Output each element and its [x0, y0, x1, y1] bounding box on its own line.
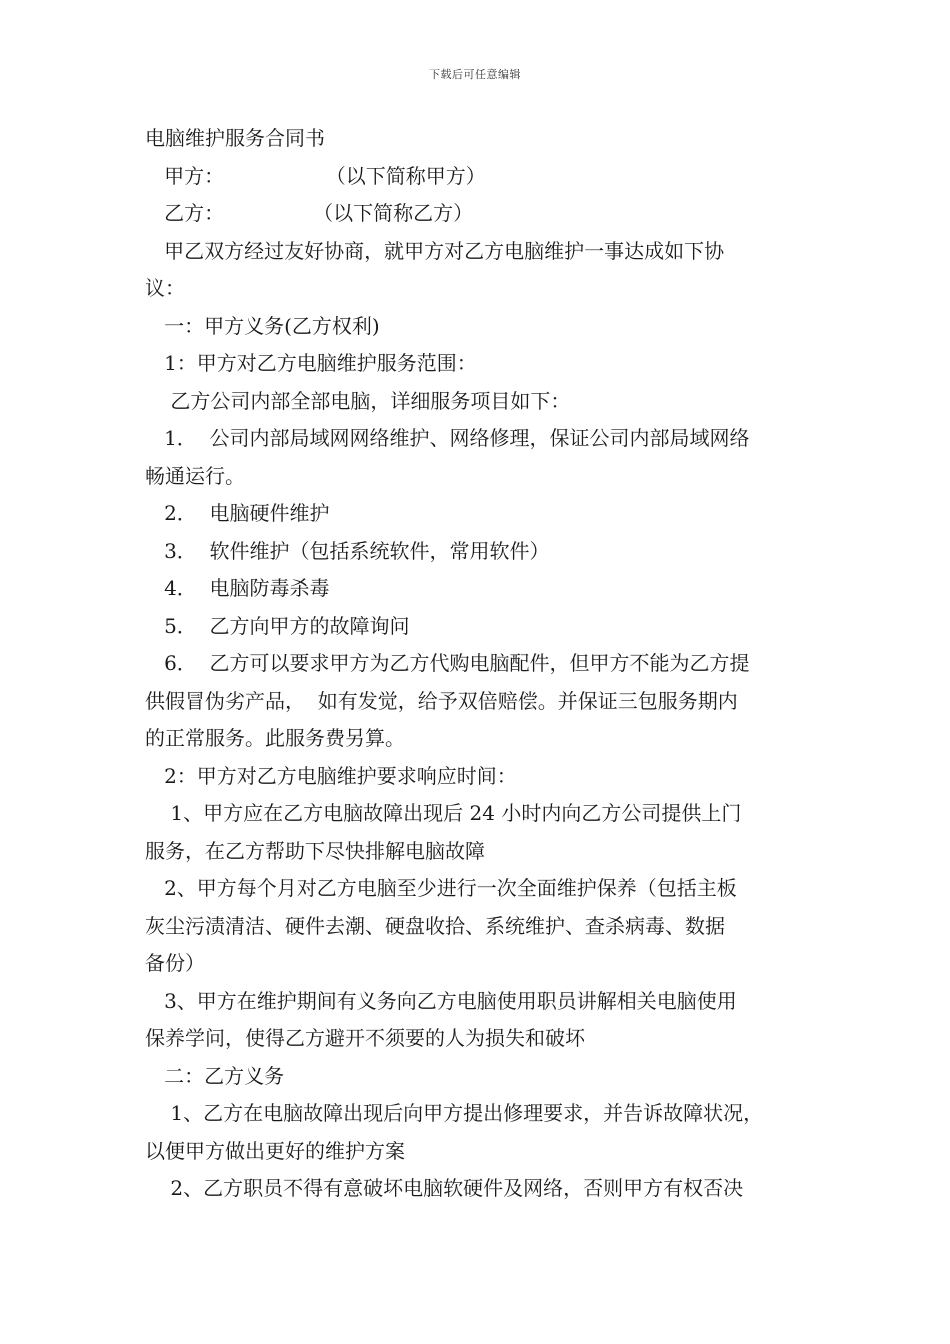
- party-b-line: 乙方： （以下简称乙方）: [145, 201, 474, 225]
- section-heading: 一：甲方义务(乙方权利): [145, 313, 380, 338]
- list-item-continuation: 以便甲方做出更好的维护方案: [145, 1138, 405, 1163]
- paragraph-line: 甲乙双方经过友好协商，就甲方对乙方电脑维护一事达成如下协: [145, 238, 725, 263]
- party-a-line: 甲方： （以下简称甲方）: [145, 163, 486, 188]
- list-item-continuation: 灰尘污渍清洁、硬件去潮、硬盘收拾、系统维护、查杀病毒、数据: [145, 913, 725, 938]
- list-item-continuation: 的正常服务。此服务费另算。: [145, 726, 405, 750]
- document-title: 电脑维护服务合同书: [145, 126, 325, 150]
- list-item-continuation: 备份）: [145, 951, 205, 975]
- list-item: 1． 公司内部局域网网络维护、网络修理，保证公司内部局域网络: [145, 426, 750, 450]
- subsection-heading: 2：甲方对乙方电脑维护要求响应时间：: [145, 763, 517, 788]
- list-item-continuation: 服务，在乙方帮助下尽快排解电脑故障: [145, 838, 485, 863]
- paragraph-line: 议：: [145, 276, 185, 300]
- list-item: 2． 电脑硬件维护: [145, 501, 330, 525]
- subsection-heading: 1：甲方对乙方电脑维护服务范围：: [145, 351, 477, 375]
- list-item: 2、甲方每个月对乙方电脑至少进行一次全面维护保养（包括主板: [145, 876, 737, 900]
- list-item: 2、乙方职员不得有意破坏电脑软硬件及网络，否则甲方有权否决: [145, 1176, 744, 1200]
- page-header-watermark: 下载后可任意编辑: [429, 68, 521, 81]
- list-item: 3． 软件维护（包括系统软件，常用软件）: [145, 538, 550, 563]
- document-body: [145, 120, 810, 1208]
- list-item: 4． 电脑防毒杀毒: [145, 576, 330, 600]
- list-item-continuation: 保养学问，使得乙方避开不须要的人为损失和破坏: [145, 1026, 585, 1050]
- list-item: 1、乙方在电脑故障出现后向甲方提出修理要求，并告诉故障状况，: [145, 1101, 764, 1125]
- list-item-continuation: 畅通运行。: [145, 463, 245, 488]
- paragraph-line: 乙方公司内部全部电脑，详细服务项目如下：: [145, 388, 571, 413]
- section-heading: 二：乙方义务: [145, 1063, 285, 1088]
- list-item-continuation: 供假冒伪劣产品， 如有发觉，给予双倍赔偿。并保证三包服务期内: [145, 688, 738, 713]
- list-item: 5． 乙方向甲方的故障询问: [145, 613, 410, 638]
- list-item: 6． 乙方可以要求甲方为乙方代购电脑配件，但甲方不能为乙方提: [145, 651, 750, 675]
- list-item: 1、甲方应在乙方电脑故障出现后 24 小时内向乙方公司提供上门: [145, 801, 742, 825]
- list-item: 3、甲方在维护期间有义务向乙方电脑使用职员讲解相关电脑使用: [145, 988, 737, 1013]
